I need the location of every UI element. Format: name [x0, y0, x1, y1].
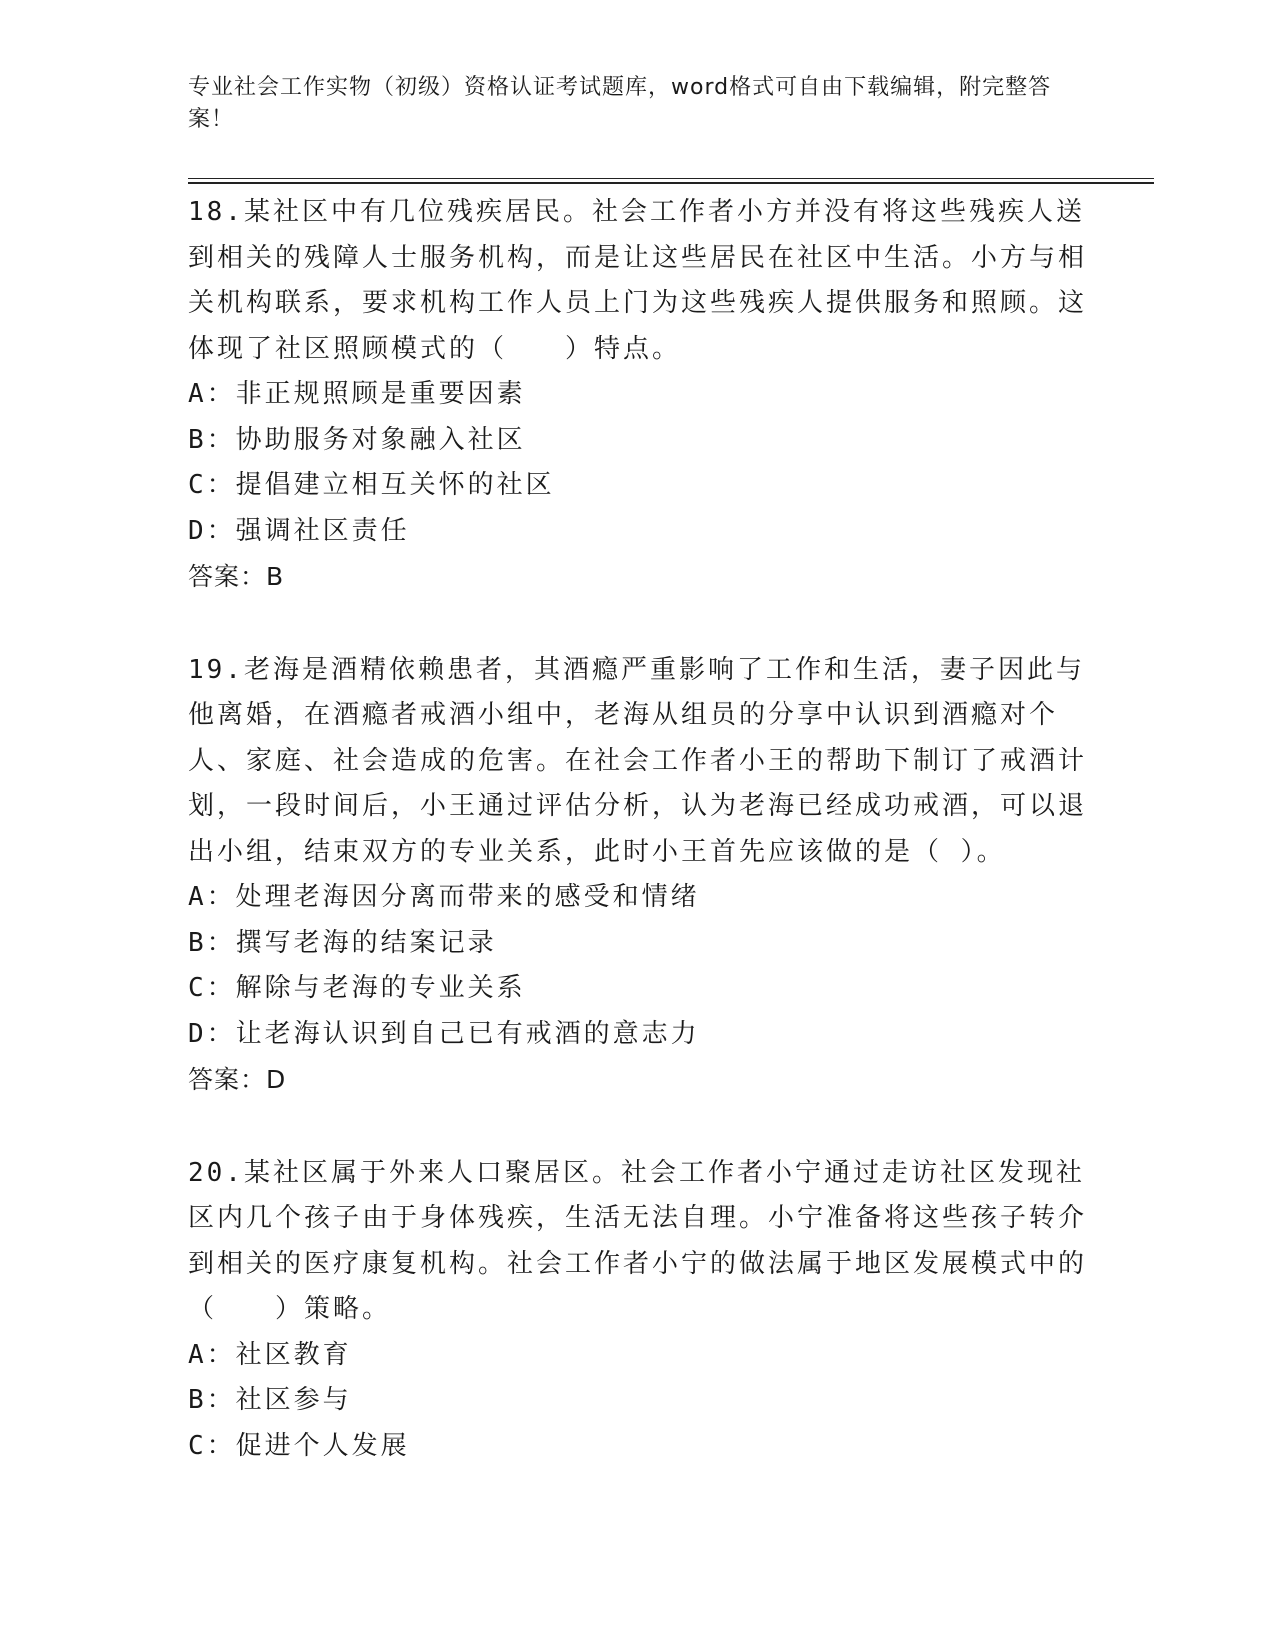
option-c: C：提倡建立相互关怀的社区 [188, 470, 555, 500]
question-stem: 18.某社区中有几位残疾居民。社会工作者小方并没有将这些残疾人送到相关的残障人士服务机构，而是让这些居民在社区中生活。小方与相关机构联系，要求机构工作人员上门为这些残疾人提供服务和照顾。这体现了社区照顾模式的（ ）特点。 [188, 197, 1088, 364]
answer-line: 答案：D [188, 1065, 287, 1094]
option-b: B：撰写老海的结案记录 [188, 927, 497, 958]
header-divider-thick [188, 182, 1154, 184]
header-text: 专业社会工作实物（初级）资格认证考试题库，word格式可自由下载编辑，附完整答案！ [188, 75, 1052, 132]
answer-line: 答案：B [188, 562, 285, 591]
option-b: B：协助服务对象融入社区 [188, 424, 526, 455]
option-a: A：处理老海因分离而带来的感受和情绪 [188, 882, 700, 912]
option-d: D：强调社区责任 [188, 515, 410, 546]
document-header [188, 72, 1068, 136]
option-a: A：社区教育 [188, 1339, 352, 1370]
option-c: C：促进个人发展 [188, 1430, 410, 1461]
question-20 [188, 1151, 1088, 1470]
question-18 [188, 190, 1088, 600]
question-19 [188, 648, 1088, 1103]
question-stem: 19.老海是酒精依赖患者，其酒瘾严重影响了工作和生活，妻子因此与他离婚，在酒瘾者戒酒小组中，老海从组员的分享中认识到酒瘾对个人、家庭、社会造成的危害。在社会工作者小王的帮助下制订了戒酒计划，一段时间后，小王通过评估分析，认为老海已经成功戒酒，可以退出小组，结束双方的专业关系，此时小王首先应该做的是（ ）。 [188, 654, 1088, 867]
option-a: A：非正规照顾是重要因素 [188, 379, 526, 409]
option-c: C：解除与老海的专业关系 [188, 973, 526, 1003]
header-divider-thin [188, 178, 1154, 179]
question-stem: 20.某社区属于外来人口聚居区。社会工作者小宁通过走访社区发现社区内几个孩子由于身体残疾，生活无法自理。小宁准备将这些孩子转介到相关的医疗康复机构。社会工作者小宁的做法属于地区发展模式中的（ ）策略。 [188, 1157, 1088, 1324]
option-b: B：社区参与 [188, 1385, 352, 1415]
question-list [188, 190, 1088, 1517]
option-d: D：让老海认识到自己已有戒酒的意志力 [188, 1018, 700, 1049]
